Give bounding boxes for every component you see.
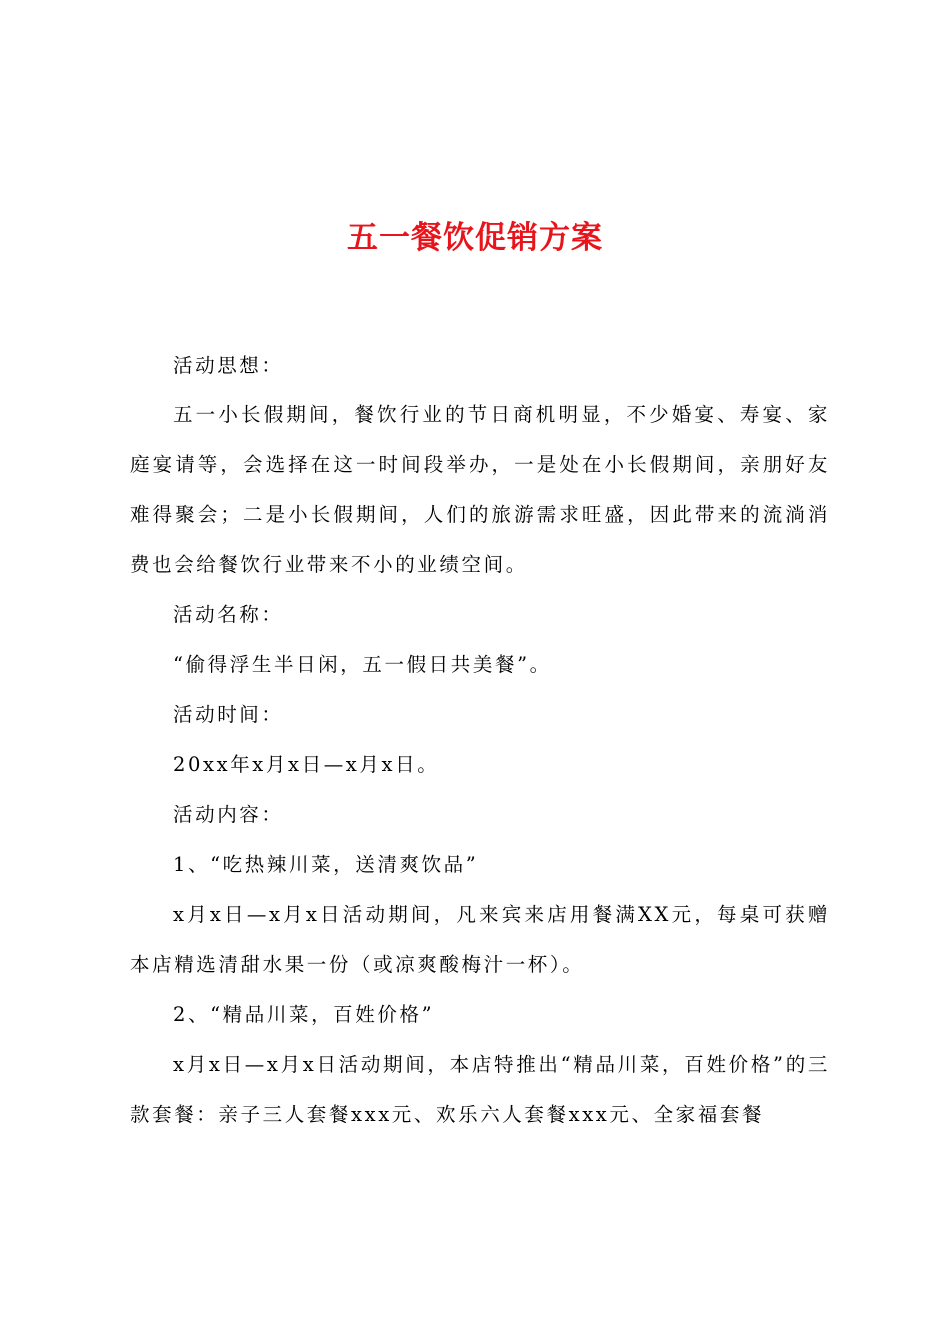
paragraph-item-2-body: x月x日—x月x日活动期间，本店特推出“精品川菜，百姓价格”的三款套餐：亲子三人套餐xxx元、欢乐六人套餐xxx元、全家福套餐 — [130, 1053, 830, 1126]
paragraph-activity-name-heading: 活动名称： — [173, 603, 284, 626]
paragraph-activity-name-body: “偷得浮生半日闲，五一假日共美餐”。 — [173, 653, 552, 676]
paragraph-item-1-heading: 1、“吃热辣川菜，送清爽饮品” — [173, 853, 479, 876]
paragraph-activity-time-heading: 活动时间： — [173, 703, 284, 726]
paragraph-activity-idea-body: 五一小长假期间，餐饮行业的节日商机明显，不少婚宴、寿宴、家庭宴请等，会选择在这一时间段举办，一是处在小长假期间，亲朋好友难得聚会；二是小长假期间，人们的旅游需求旺盛，因此带来的流淌消费也会给餐饮行业带来不小的业绩空间。 — [130, 403, 830, 576]
paragraph-activity-time-body: 20xx年x月x日—x月x日。 — [173, 753, 440, 776]
paragraph-item-1-body: x月x日—x月x日活动期间，凡来宾来店用餐满XX元，每桌可获赠本店精选清甜水果一份（或凉爽酸梅汁一杯）。 — [130, 903, 830, 976]
paragraph-activity-content-heading: 活动内容： — [173, 803, 284, 826]
document-title: 五一餐饮促销方案 — [347, 220, 603, 256]
paragraph-activity-idea-heading: 活动思想： — [173, 354, 284, 377]
paragraph-item-2-heading: 2、“精品川菜，百姓价格” — [173, 1003, 435, 1026]
